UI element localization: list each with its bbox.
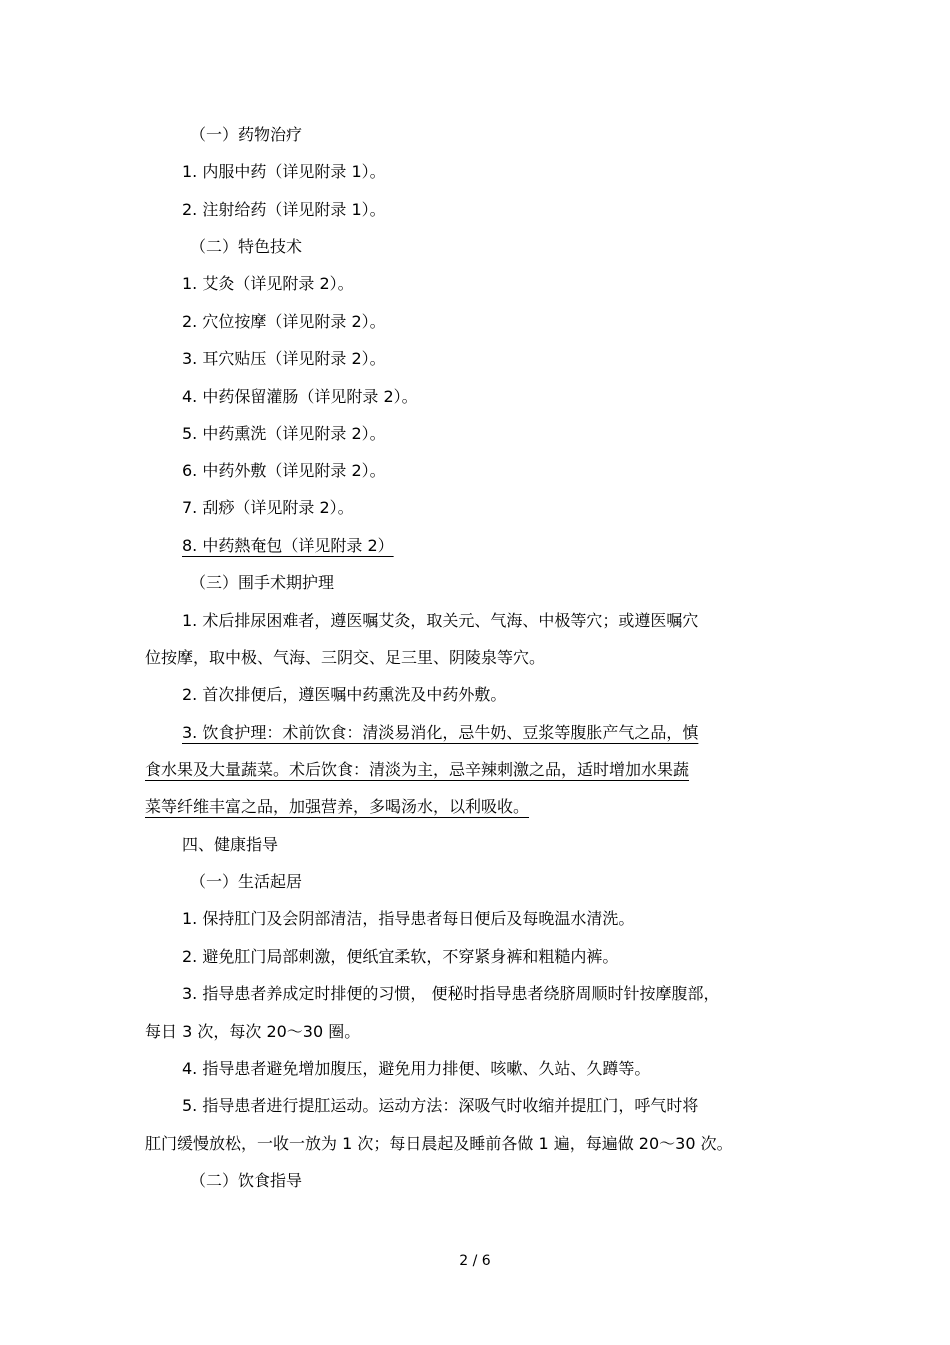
- paragraph-line: 1. 保持肛门及会阴部清洁，指导患者每日便后及每晚温水清洗。: [182, 909, 635, 928]
- paragraph-line: 每日 3 次，每次 20～30 圈。: [145, 1022, 361, 1041]
- list-item: 3. 耳穴贴压（详见附录 2）。: [182, 349, 386, 368]
- section-heading: （一）生活起居: [190, 872, 303, 891]
- paragraph-line: 2. 首次排便后，遵医嘱中药熏洗及中药外敷。: [182, 685, 507, 704]
- list-item: 7. 刮痧（详见附录 2）。: [182, 498, 354, 517]
- paragraph-line: 4. 指导患者避免增加腹压，避免用力排便、咳嗽、久站、久蹲等。: [182, 1059, 651, 1078]
- list-item: 4. 中药保留灌肠（详见附录 2）。: [182, 387, 418, 406]
- section-heading: （二）饮食指导: [190, 1171, 303, 1190]
- list-item-underlined: 8. 中药熱奄包（详见附录 2）: [182, 536, 394, 555]
- chapter-heading: 四、健康指导: [182, 835, 279, 854]
- paragraph-line-underlined: 3. 饮食护理：术前饮食：清淡易消化，忌牛奶、豆浆等腹胀产气之品，慎: [182, 723, 699, 742]
- section-heading: （二）特色技术: [190, 237, 303, 256]
- paragraph-line-underlined: 食水果及大量蔬菜。术后饮食：清淡为主，忌辛辣刺激之品，适时增加水果蔬: [145, 760, 690, 779]
- paragraph-line-underlined: 菜等纤维丰富之品，加强营养，多喝汤水，以利吸收。: [145, 797, 530, 816]
- list-item: 5. 中药熏洗（详见附录 2）。: [182, 424, 386, 443]
- paragraph-line: 1. 术后排尿困难者，遵医嘱艾灸，取关元、气海、中极等穴；或遵医嘱穴: [182, 611, 699, 630]
- list-item: 2. 注射给药（详见附录 1）。: [182, 200, 386, 219]
- section-heading: （三）围手术期护理: [190, 573, 335, 592]
- list-item: 1. 内服中药（详见附录 1）。: [182, 162, 386, 181]
- page-number: 2 / 6: [459, 1253, 491, 1269]
- paragraph-line: 位按摩，取中极、气海、三阴交、足三里、阴陵泉等穴。: [145, 648, 546, 667]
- list-item: 6. 中药外敷（详见附录 2）。: [182, 461, 386, 480]
- section-heading: （一）药物治疗: [190, 125, 303, 144]
- paragraph-line: 3. 指导患者养成定时排便的习惯， 便秘时指导患者绕脐周顺时针按摩腹部，: [182, 984, 720, 1003]
- paragraph-line: 肛门缓慢放松，一收一放为 1 次；每日晨起及睡前各做 1 遍，每遍做 20～30 次。: [145, 1134, 733, 1153]
- paragraph-line: 2. 避免肛门局部刺激，便纸宜柔软，不穿紧身裤和粗糙内裤。: [182, 947, 619, 966]
- paragraph-line: 5. 指导患者进行提肛运动。运动方法：深吸气时收缩并提肛门，呼气时将: [182, 1096, 699, 1115]
- list-item: 1. 艾灸（详见附录 2）。: [182, 274, 354, 293]
- list-item: 2. 穴位按摩（详见附录 2）。: [182, 312, 386, 331]
